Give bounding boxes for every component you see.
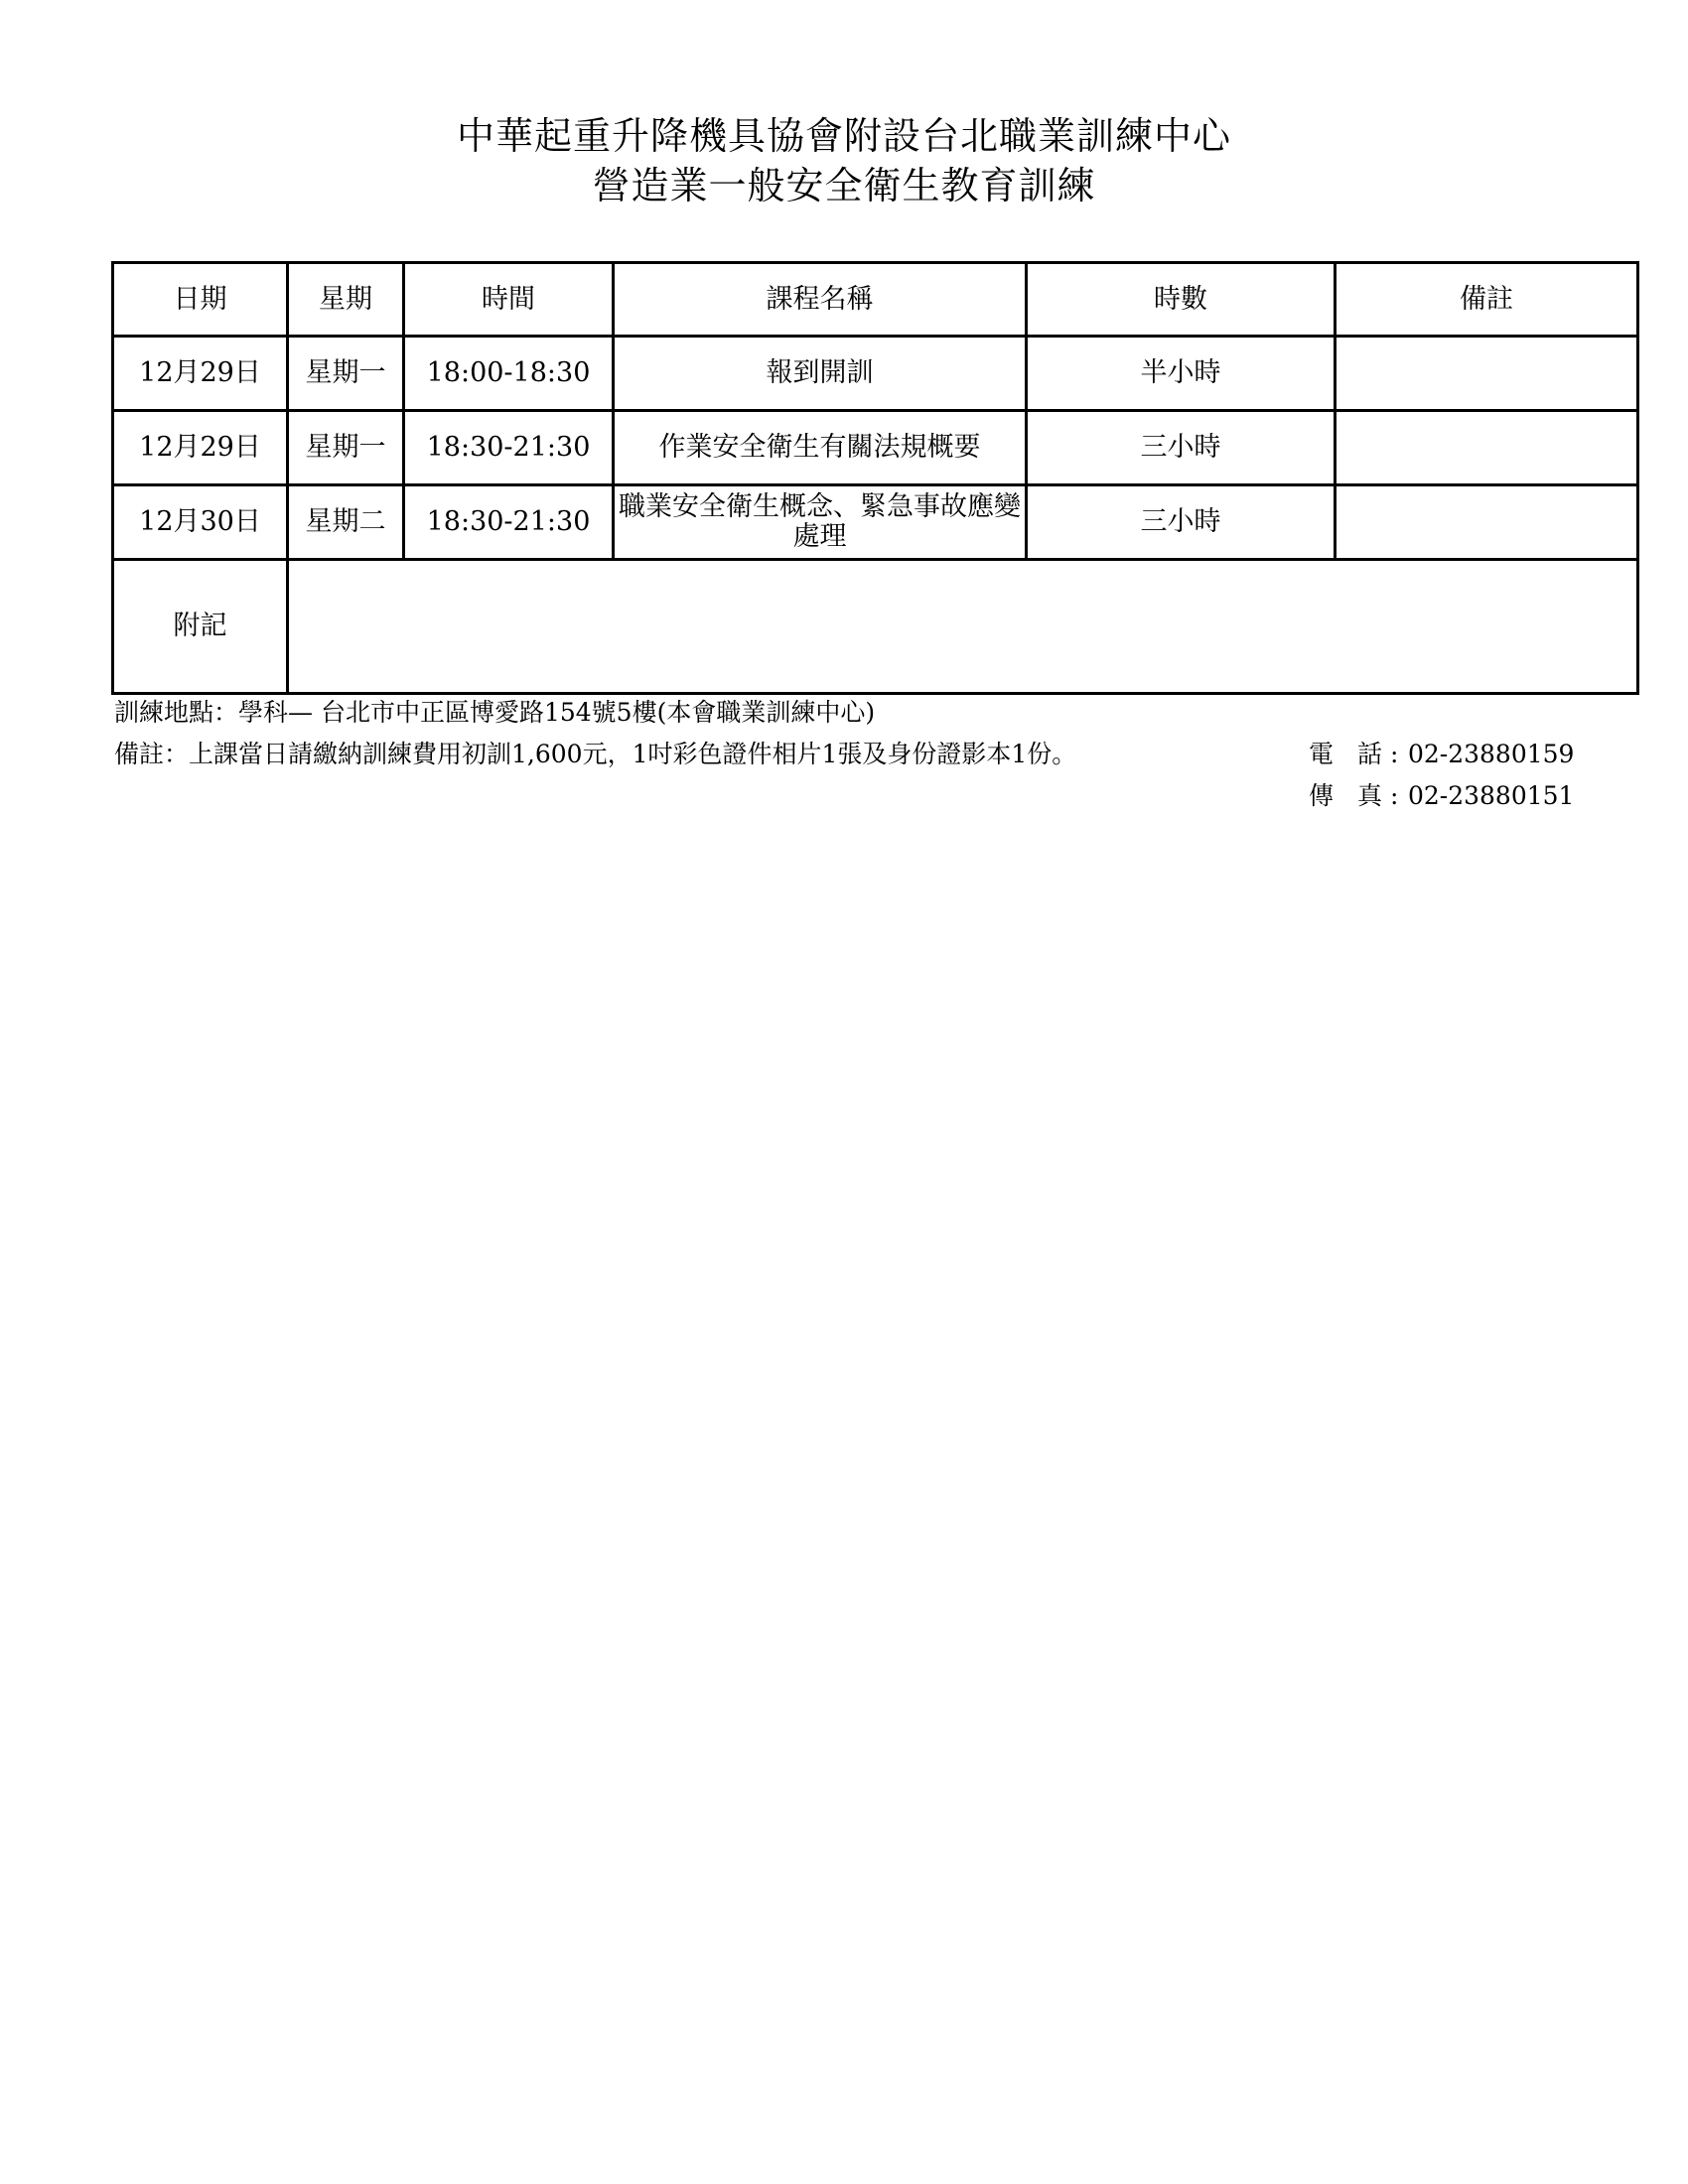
- cell-date: 12月29日: [113, 411, 288, 485]
- cell-date: 12月30日: [113, 485, 288, 560]
- schedule-table: [111, 261, 1639, 695]
- title-course: 營造業一般安全衛生教育訓練: [592, 164, 1096, 207]
- note-value: [288, 560, 1638, 694]
- header-time: 時間: [404, 263, 614, 337]
- header-hours: 時數: [1027, 263, 1336, 337]
- cell-weekday: 星期一: [288, 411, 404, 485]
- cell-time: 18:30-21:30: [404, 485, 614, 560]
- note-label: 附記: [113, 560, 288, 694]
- cell-hours: 三小時: [1027, 485, 1336, 560]
- cell-hours: 三小時: [1027, 411, 1336, 485]
- cell-course: 報到開訓: [614, 337, 1027, 411]
- cell-weekday: 星期二: [288, 485, 404, 560]
- cell-course: 職業安全衛生概念、緊急事故應變處理: [614, 485, 1027, 560]
- table-row: [113, 485, 1638, 560]
- table-row: [113, 337, 1638, 411]
- cell-remark: [1336, 411, 1638, 485]
- table-header-row: [113, 263, 1638, 337]
- header-remark: 備註: [1336, 263, 1638, 337]
- phone-line: [1309, 740, 1574, 769]
- cell-remark: [1336, 337, 1638, 411]
- table-row: [113, 411, 1638, 485]
- header-date: 日期: [113, 263, 288, 337]
- header-weekday: 星期: [288, 263, 404, 337]
- title-organization: 中華起重升降機具協會附設台北職業訓練中心: [456, 114, 1231, 158]
- fax-label: 傳 真:: [1309, 781, 1407, 810]
- cell-date: 12月29日: [113, 337, 288, 411]
- cell-weekday: 星期一: [288, 337, 404, 411]
- fee-remark: 備註：上課當日請繳納訓練費用初訓1,600元，1吋彩色證件相片1張及身份證影本1份。: [114, 740, 1077, 768]
- cell-hours: 半小時: [1027, 337, 1336, 411]
- header-course: 課程名稱: [614, 263, 1027, 337]
- fax-line: [1309, 781, 1574, 811]
- document-title: [0, 111, 1688, 210]
- phone-number: 02-23880159: [1407, 740, 1575, 768]
- cell-time: 18:00-18:30: [404, 337, 614, 411]
- cell-remark: [1336, 485, 1638, 560]
- phone-label: 電 話:: [1309, 740, 1407, 768]
- training-location: 訓練地點：學科— 台北市中正區博愛路154號5樓(本會職業訓練中心): [114, 698, 876, 727]
- note-row: [113, 560, 1638, 694]
- cell-time: 18:30-21:30: [404, 411, 614, 485]
- fax-number: 02-23880151: [1407, 781, 1575, 810]
- cell-course: 作業安全衛生有關法規概要: [614, 411, 1027, 485]
